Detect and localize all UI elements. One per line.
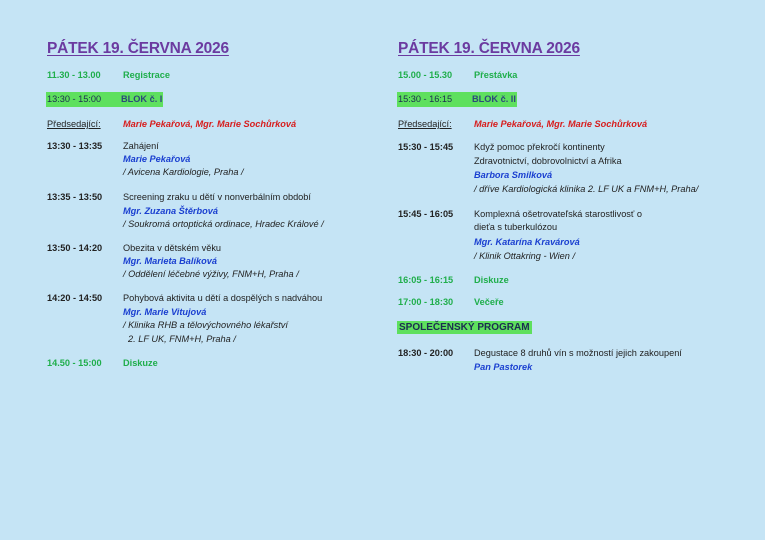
talk-5-speaker: Barbora Smilková [474, 170, 553, 180]
talk-4-institution-line2: 2. LF UK, FNM+H, Praha / [128, 334, 236, 344]
blok-2-label: BLOK č. II [472, 94, 516, 104]
blok-1-label: BLOK č. I [121, 94, 163, 104]
talk-6-title-line2: dieťa s tuberkulózou [474, 222, 558, 232]
chair-label-right: Předsedající: [398, 119, 452, 129]
talk-1-time: 13:30 - 13:35 [47, 141, 103, 151]
chair-label-left: Předsedající: [47, 119, 101, 129]
talk-4-title: Pohybová aktivita u dětí a dospělých s nadváhou [123, 293, 323, 303]
talk-3-title: Obezita v dětském věku [123, 243, 222, 253]
talk-1-speaker: Marie Pekařová [123, 154, 191, 164]
degustace-title: Degustace 8 druhů vín s možností jejich zakoupení [474, 348, 682, 358]
degustace-time: 18:30 - 20:00 [398, 348, 454, 358]
prestavka-time: 15.00 - 15.30 [398, 70, 453, 80]
talk-5-title: Když pomoc překročí kontinenty [474, 142, 605, 152]
vecere-time: 17:00 - 18:30 [398, 297, 454, 307]
degustace-row [398, 347, 682, 360]
talk-2-institution: / Soukromá ortoptická ordinace, Hradec Králové / [123, 219, 324, 229]
talk-3-speaker: Mgr. Marieta Balíková [123, 256, 217, 266]
chair-row-left [47, 118, 296, 131]
prestavka-label: Přestávka [474, 70, 518, 80]
talk-2-speaker: Mgr. Zuzana Štěrbová [123, 206, 218, 216]
vecere-label: Večeře [474, 297, 504, 307]
registrace-row [47, 69, 170, 82]
talk-6-title: Komplexná ošetrovateľská starostlivosť o [474, 209, 643, 219]
talk-5-time: 15:30 - 15:45 [398, 142, 454, 152]
diskuze-time-left: 14.50 - 15:00 [47, 358, 102, 368]
left-page-title: PÁTEK 19. ČERVNA 2026 [47, 40, 229, 57]
talk-5 [398, 141, 605, 154]
talk-2-time: 13:35 - 13:50 [47, 192, 103, 202]
blok-1-header [46, 92, 163, 107]
chair-row-right [398, 118, 647, 131]
talk-4-institution: / Klinika RHB a tělovýchovného lékařství [123, 320, 288, 330]
talk-5-institution: / dříve Kardiologická klinika 2. LF UK a FNM+H, Praha/ [474, 184, 699, 194]
diskuze-row-left [47, 357, 158, 370]
degustace-speaker: Pan Pastorek [474, 362, 533, 372]
chair-names-left: Marie Pekařová, Mgr. Marie Sochůrková [123, 119, 297, 129]
talk-2-title: Screening zraku u dětí v nonverbálním období [123, 192, 311, 202]
talk-5-title-line2: Zdravotnictví, dobrovolnictví a Afrika [474, 156, 622, 166]
talk-6-institution: / Klinik Ottakring - Wien / [474, 251, 576, 261]
talk-4-time: 14:20 - 14:50 [47, 293, 103, 303]
blok-2-time: 15:30 - 16:15 [398, 94, 453, 104]
talk-6-time: 15:45 - 16:05 [398, 209, 454, 219]
registrace-label: Registrace [123, 70, 170, 80]
talk-3-institution: / Oddělení léčebné výživy, FNM+H, Praha / [123, 269, 299, 279]
talk-3 [47, 242, 221, 255]
social-program-header: SPOLEČENSKÝ PROGRAM [399, 322, 530, 333]
chair-names-right: Marie Pekařová, Mgr. Marie Sochůrková [474, 119, 648, 129]
blok-1-time: 13:30 - 15:00 [47, 94, 102, 104]
talk-1-institution: / Avicena Kardiologie, Praha / [123, 167, 244, 177]
diskuze-label-left: Diskuze [123, 358, 158, 368]
diskuze-row-right [398, 274, 509, 287]
talk-2 [47, 191, 311, 204]
right-page-title: PÁTEK 19. ČERVNA 2026 [398, 40, 580, 57]
talk-4-speaker: Mgr. Marie Vitujová [123, 307, 207, 317]
talk-1 [47, 140, 159, 153]
talk-1-title: Zahájení [123, 141, 159, 151]
talk-6-speaker: Mgr. Katarína Kravárová [474, 237, 580, 247]
diskuze-time-right: 16:05 - 16:15 [398, 275, 454, 285]
talk-4 [47, 292, 322, 305]
talk-3-time: 13:50 - 14:20 [47, 243, 103, 253]
diskuze-label-right: Diskuze [474, 275, 509, 285]
registrace-time: 11.30 - 13.00 [47, 70, 101, 80]
blok-2-header [397, 92, 517, 107]
talk-6 [398, 208, 642, 221]
vecere-row [398, 296, 504, 309]
prestavka-row [398, 69, 517, 82]
